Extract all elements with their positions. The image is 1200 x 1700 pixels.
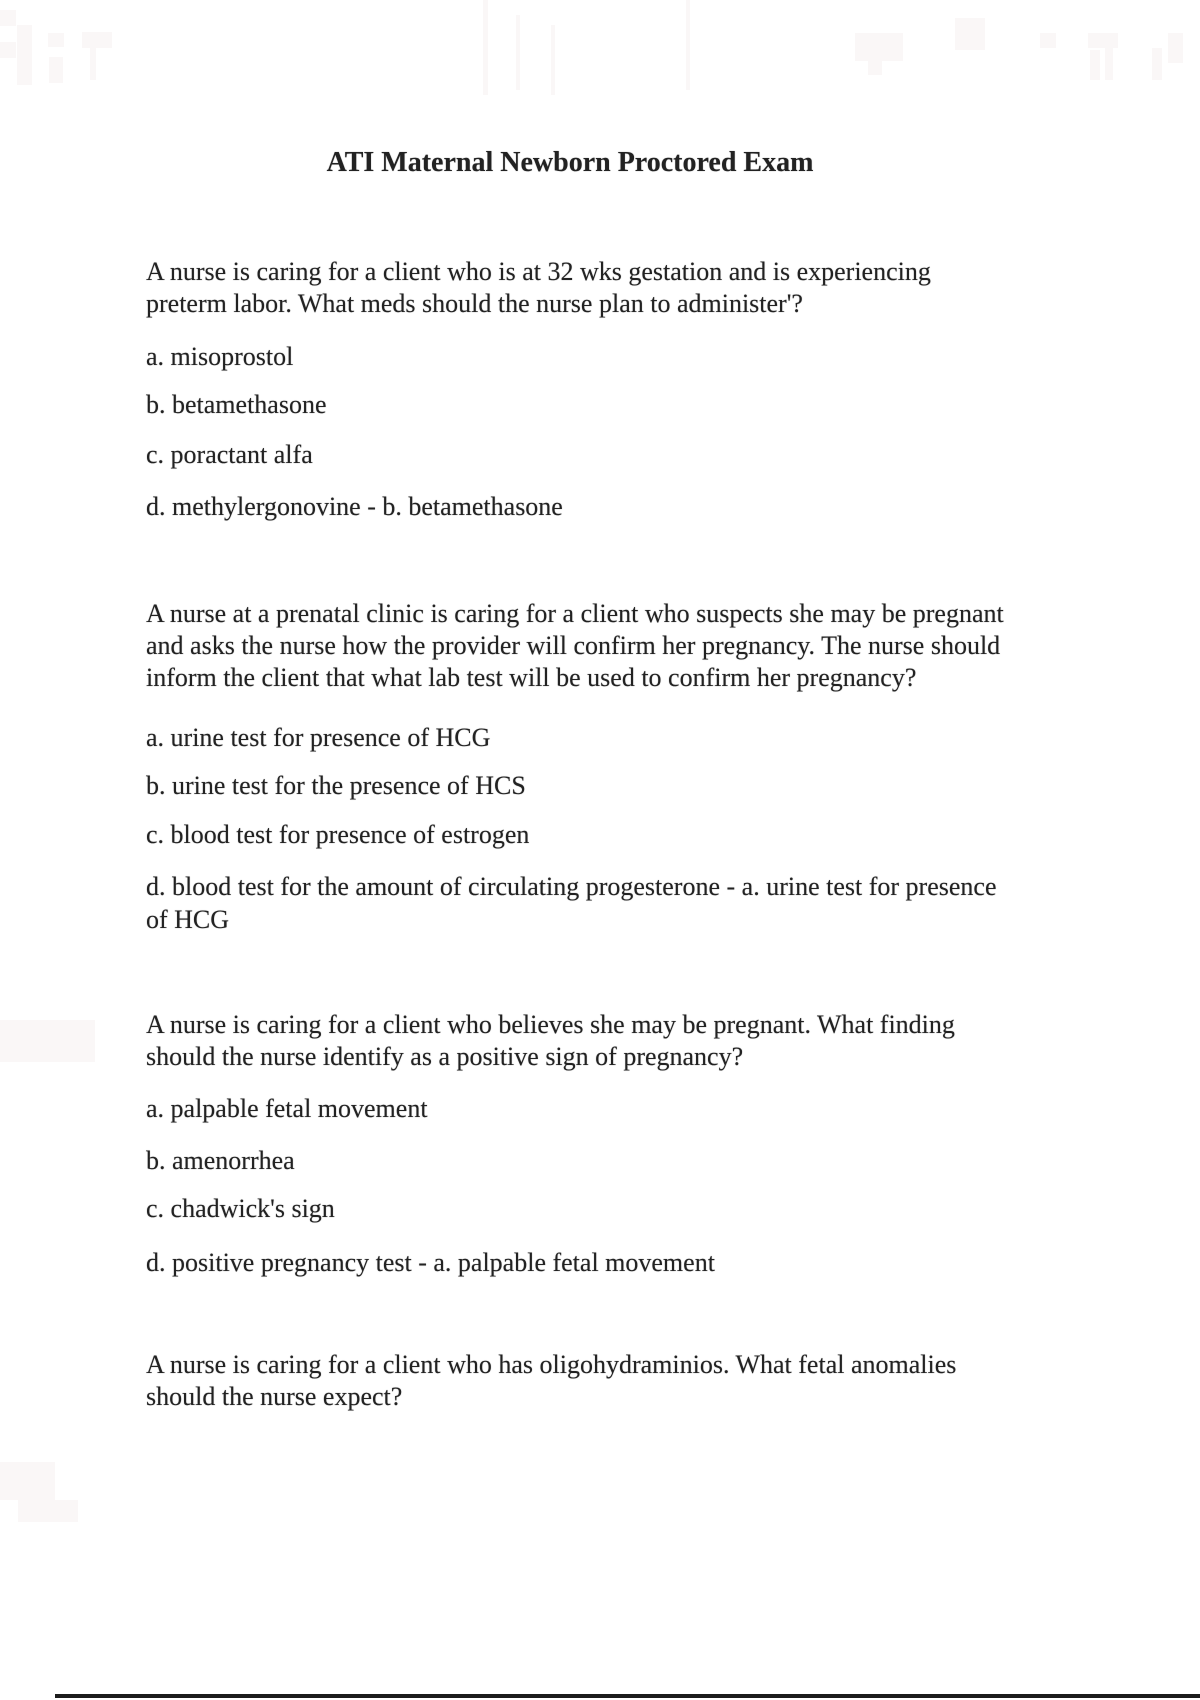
scan-artifact [18,1500,78,1522]
question-2-option-b: b. urine test for the presence of HCS [146,771,526,800]
question-3-option-a: a. palpable fetal movement [146,1094,428,1123]
scan-artifact [1168,33,1183,63]
scan-artifact [868,61,882,75]
stem-line: and asks the nurse how the provider will confirm her pregnancy. The nurse should [146,631,1001,660]
question-2-option-c: c. blood test for presence of estrogen [146,820,530,849]
question-4-stem [146,1349,956,1413]
stem-line: A nurse at a prenatal clinic is caring for a client who suspects she may be pregnant [146,599,1004,628]
scan-artifact [0,1020,95,1062]
scan-artifact [516,15,520,90]
question-1-stem [146,256,931,320]
scan-artifact [82,32,112,48]
option-line: of HCG [146,905,230,934]
page-title: ATI Maternal Newborn Proctored Exam [326,147,814,178]
scan-artifact [49,57,63,83]
stem-line: should the nurse expect? [146,1382,403,1411]
scan-artifact [0,10,16,26]
question-3-option-c: c. chadwick's sign [146,1194,335,1223]
scan-artifact [1105,48,1113,80]
question-1-option-d: d. methylergonovine - b. betamethasone [146,492,563,521]
scan-artifact [0,1462,55,1500]
option-line: d. blood test for the amount of circulating progesterone - a. urine test for presence [146,872,997,901]
stem-line: should the nurse identify as a positive sign of pregnancy? [146,1042,744,1071]
scan-artifact [17,25,32,85]
stem-line: A nurse is caring for a client who believes she may be pregnant. What finding [146,1010,955,1039]
scan-artifact [855,33,903,61]
scan-artifact [48,33,64,47]
scan-artifact [1088,33,1118,48]
scan-artifact [955,18,985,50]
scan-artifact [0,42,16,58]
scan-artifact [686,0,690,90]
scan-artifact [551,25,555,95]
stem-line: A nurse is caring for a client who is at 32 wks gestation and is experiencing [146,257,931,286]
question-3-option-d: d. positive pregnancy test - a. palpable fetal movement [146,1248,715,1277]
scan-artifact [1040,33,1056,48]
stem-line: A nurse is caring for a client who has oligohydraminios. What fetal anomalies [146,1350,957,1379]
scan-artifact [1090,50,1100,80]
question-3-stem [146,1009,955,1073]
scan-artifact [1152,48,1162,80]
question-3-option-b: b. amenorrhea [146,1146,295,1175]
bottom-edge-line [55,1694,1200,1698]
question-1-option-b: b. betamethasone [146,390,327,419]
question-2-stem [146,598,1004,694]
stem-line: inform the client that what lab test will be used to confirm her pregnancy? [146,663,917,692]
scan-artifact [90,48,96,80]
question-2-option-a: a. urine test for presence of HCG [146,723,491,752]
question-1-option-c: c. poractant alfa [146,440,313,469]
question-2-option-d [146,870,996,936]
stem-line: preterm labor. What meds should the nurse plan to administer'? [146,289,803,318]
scan-artifact [483,0,488,95]
question-1-option-a: a. misoprostol [146,342,294,371]
